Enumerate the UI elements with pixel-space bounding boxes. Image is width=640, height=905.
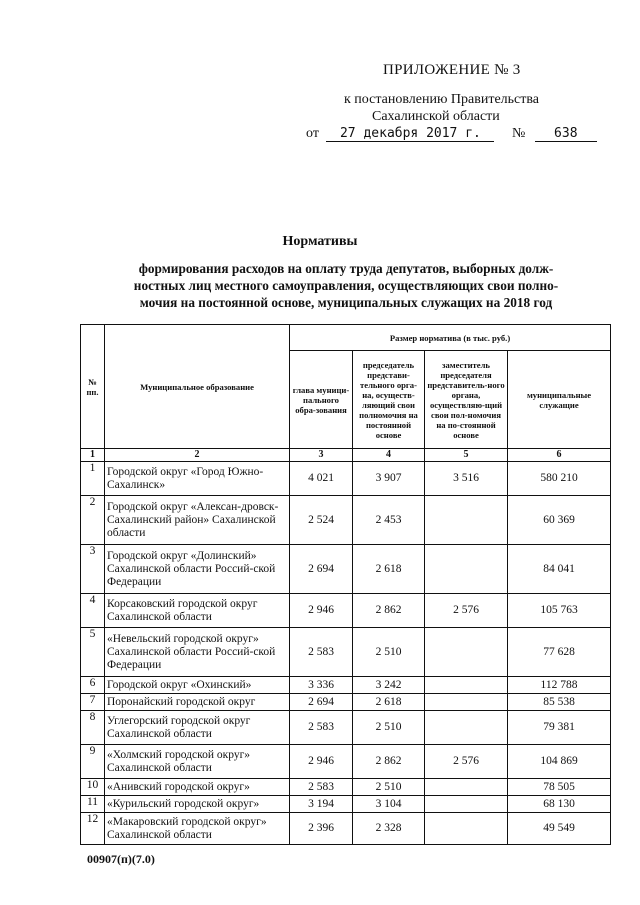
- chair-norm: 2 510: [353, 711, 425, 745]
- header-deputy: заместитель председателя представитель-ного органа, осуществляю-щий свои пол-номочия на по-стоянной основе: [425, 351, 508, 449]
- head-norm: 3 336: [290, 677, 353, 694]
- index-cell: 2: [105, 449, 290, 462]
- table-row: [81, 711, 611, 745]
- subtitle-line: мочия на постоянной основе, муниципальных служащих на 2018 год: [139, 295, 553, 310]
- date-prefix: от: [306, 126, 319, 141]
- region-line: Сахалинской области: [372, 109, 500, 124]
- index-cell: 5: [425, 449, 508, 462]
- deputy-norm: [425, 677, 508, 694]
- subtitle-line: ностных лиц местного самоуправления, осуществляющих свои полно-: [133, 278, 559, 293]
- chair-norm: 2 453: [353, 496, 425, 545]
- table-row: [81, 745, 611, 779]
- head-norm: 2 583: [290, 628, 353, 677]
- table-row: [81, 796, 611, 813]
- municipality-name: «Курильский городской округ»: [105, 796, 290, 813]
- municipality-name: Городской округ «Охинский»: [105, 677, 290, 694]
- employees-norm: 68 130: [508, 796, 611, 813]
- chair-norm: 2 862: [353, 594, 425, 628]
- chair-norm: 3 907: [353, 462, 425, 496]
- deputy-norm: [425, 545, 508, 594]
- municipality-name: Городской округ «Алексан-дровск-Сахалинский район» Сахалинской области: [105, 496, 290, 545]
- employees-norm: 84 041: [508, 545, 611, 594]
- municipality-name: «Макаровский городской округ» Сахалинской области: [105, 813, 290, 845]
- index-cell: 1: [81, 449, 105, 462]
- document-subtitle: [96, 260, 596, 311]
- decree-date-line: [306, 126, 597, 142]
- employees-norm: 49 549: [508, 813, 611, 845]
- row-number: 9: [81, 745, 105, 779]
- employees-norm: 79 381: [508, 711, 611, 745]
- row-number: 2: [81, 496, 105, 545]
- row-number: 1: [81, 462, 105, 496]
- deputy-norm: [425, 628, 508, 677]
- index-cell: 6: [508, 449, 611, 462]
- appendix-heading: ПРИЛОЖЕНИЕ № 3: [383, 62, 521, 78]
- row-number: 8: [81, 711, 105, 745]
- decree-date: 27 декабря 2017 г.: [326, 126, 494, 142]
- row-number: 10: [81, 779, 105, 796]
- index-cell: 4: [353, 449, 425, 462]
- municipality-name: Поронайский городской округ: [105, 694, 290, 711]
- row-number: 3: [81, 545, 105, 594]
- document-title: Нормативы: [282, 234, 358, 249]
- row-number: 7: [81, 694, 105, 711]
- head-norm: 2 946: [290, 594, 353, 628]
- table-row: [81, 594, 611, 628]
- header-norm-size: Размер норматива (в тыс. руб.): [290, 325, 611, 351]
- head-norm: 3 194: [290, 796, 353, 813]
- municipality-name: «Анивский городской округ»: [105, 779, 290, 796]
- head-norm: 2 396: [290, 813, 353, 845]
- municipality-name: Городской округ «Город Южно-Сахалинск»: [105, 462, 290, 496]
- employees-norm: 60 369: [508, 496, 611, 545]
- header-employees: муниципальные служащие: [508, 351, 611, 449]
- deputy-norm: [425, 496, 508, 545]
- deputy-norm: 2 576: [425, 745, 508, 779]
- municipality-name: Углегорский городской округ Сахалинской области: [105, 711, 290, 745]
- head-norm: 2 694: [290, 545, 353, 594]
- table-row: [81, 813, 611, 845]
- chair-norm: 2 618: [353, 545, 425, 594]
- index-cell: 3: [290, 449, 353, 462]
- row-number: 11: [81, 796, 105, 813]
- employees-norm: 105 763: [508, 594, 611, 628]
- head-norm: 2 583: [290, 711, 353, 745]
- table-row: [81, 545, 611, 594]
- table-row: [81, 496, 611, 545]
- deputy-norm: [425, 779, 508, 796]
- employees-norm: 85 538: [508, 694, 611, 711]
- chair-norm: 2 862: [353, 745, 425, 779]
- deputy-norm: [425, 813, 508, 845]
- table-row: [81, 694, 611, 711]
- deputy-norm: 2 576: [425, 594, 508, 628]
- chair-norm: 3 242: [353, 677, 425, 694]
- head-norm: 2 946: [290, 745, 353, 779]
- head-norm: 2 694: [290, 694, 353, 711]
- head-norm: 2 583: [290, 779, 353, 796]
- municipality-name: «Холмский городской округ» Сахалинской области: [105, 745, 290, 779]
- norms-table: [80, 324, 611, 845]
- employees-norm: 580 210: [508, 462, 611, 496]
- municipality-name: Корсаковский городской округ Сахалинской области: [105, 594, 290, 628]
- employees-norm: 77 628: [508, 628, 611, 677]
- employees-norm: 78 505: [508, 779, 611, 796]
- header-municipality: Муниципальное образование: [105, 325, 290, 449]
- table-row: [81, 462, 611, 496]
- header-head: глава муници-пального обра-зования: [290, 351, 353, 449]
- deputy-norm: [425, 694, 508, 711]
- table-row: [81, 677, 611, 694]
- table-row: [81, 779, 611, 796]
- deputy-norm: 3 516: [425, 462, 508, 496]
- subtitle-line: формирования расходов на оплату труда депутатов, выборных долж-: [138, 261, 554, 276]
- chair-norm: 3 104: [353, 796, 425, 813]
- head-norm: 4 021: [290, 462, 353, 496]
- table-row: [81, 628, 611, 677]
- employees-norm: 104 869: [508, 745, 611, 779]
- row-number: 6: [81, 677, 105, 694]
- header-chair: председатель представи-тельного орга-на, осуществ-ляющий свои полномочия на постоянной основе: [353, 351, 425, 449]
- row-number: 5: [81, 628, 105, 677]
- header-num: № пп.: [81, 325, 105, 449]
- municipality-name: «Невельский городской округ» Сахалинской области Россий-ской Федерации: [105, 628, 290, 677]
- deputy-norm: [425, 796, 508, 813]
- decree-reference: к постановлению Правительства: [344, 92, 540, 107]
- row-number: 12: [81, 813, 105, 845]
- municipality-name: Городской округ «Долинский» Сахалинской области Россий-ской Федерации: [105, 545, 290, 594]
- deputy-norm: [425, 711, 508, 745]
- chair-norm: 2 328: [353, 813, 425, 845]
- number-prefix: №: [511, 126, 526, 141]
- decree-number: 638: [535, 126, 597, 142]
- form-code: 00907(п)(7.0): [87, 852, 155, 866]
- row-number: 4: [81, 594, 105, 628]
- employees-norm: 112 788: [508, 677, 611, 694]
- chair-norm: 2 618: [353, 694, 425, 711]
- chair-norm: 2 510: [353, 628, 425, 677]
- head-norm: 2 524: [290, 496, 353, 545]
- chair-norm: 2 510: [353, 779, 425, 796]
